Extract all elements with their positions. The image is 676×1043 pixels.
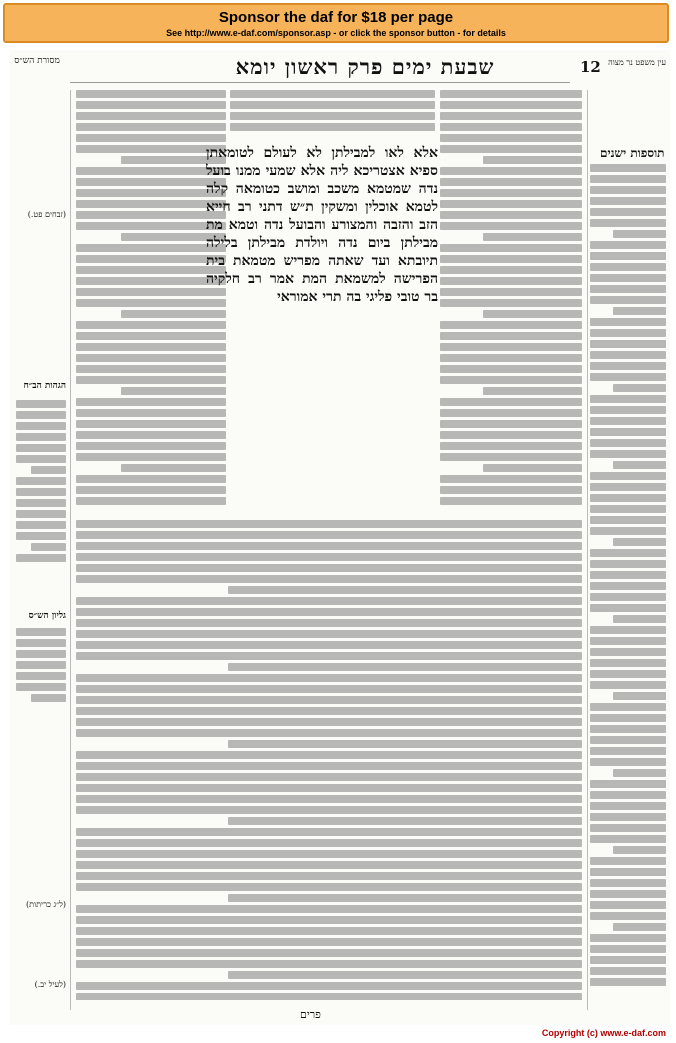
rashi-line [440, 112, 582, 120]
tosafot-yeshanim-line [590, 274, 666, 282]
tosafot-line [76, 486, 226, 494]
masoret-hashas-label: מסורת הש״ס [14, 56, 60, 66]
tosafot-yeshanim-line [590, 252, 666, 260]
tosafot-yeshanim-line [590, 351, 666, 359]
commentary-line [76, 751, 582, 759]
gilyon-column [16, 628, 66, 708]
commentary-line [76, 828, 582, 836]
tosafot-yeshanim-line [590, 956, 666, 964]
tosafot-yeshanim-line [590, 582, 666, 590]
tosafot-line [76, 277, 226, 285]
commentary-line [76, 861, 582, 869]
tosafot-yeshanim-line [590, 648, 666, 656]
rashi-line [440, 398, 582, 406]
hagahot-line [16, 510, 66, 518]
tosafot-yeshanim-line [613, 615, 666, 623]
masoret-note: (זבחים פט.) [27, 210, 66, 219]
tosafot-yeshanim-line [590, 505, 666, 513]
tosafot-line [76, 255, 226, 263]
rashi-line [440, 134, 582, 142]
tosafot-line [76, 431, 226, 439]
header-divider [70, 82, 570, 83]
hagahot-line [16, 444, 66, 452]
tosafot-yeshanim-line [590, 780, 666, 788]
commentary-line [76, 608, 582, 616]
gilyon-line [16, 672, 66, 680]
tosafot-yeshanim-line [590, 934, 666, 942]
rashi-line [483, 156, 582, 164]
tosafot-yeshanim-line [590, 164, 666, 172]
tosafot-yeshanim-line [590, 186, 666, 194]
tosafot-yeshanim-line [613, 692, 666, 700]
tosafot-line [76, 244, 226, 252]
tosafot-line [76, 178, 226, 186]
rashi-line [440, 497, 582, 505]
hagahot-line [16, 411, 66, 419]
tosafot-line [76, 123, 226, 131]
rashi-line [440, 178, 582, 186]
tosafot-yeshanim-line [613, 923, 666, 931]
tosafot-yeshanim-line [590, 208, 666, 216]
tosafot-yeshanim-column [590, 164, 666, 1014]
commentary-line [76, 630, 582, 638]
hagahot-line [31, 466, 66, 474]
tosafot-yeshanim-line [590, 197, 666, 205]
tosafot-yeshanim-line [590, 725, 666, 733]
rashi-line [440, 354, 582, 362]
tosafot-yeshanim-line [613, 769, 666, 777]
hagahot-line [16, 422, 66, 430]
tosafot-yeshanim-line [590, 571, 666, 579]
commentary-line [76, 784, 582, 792]
gemara-text: אלא לאו למבילתן לא לעולם לטומאתן ספיא אצטריכא ליה אלא שמעי ממנו בועל נדה שמטמא משכב ומושב כטומאה קלה לטמא אוכלין ומשקין ת״ש דתני רב חייא הזב והזבה והמצורע והבועל נדה וטמא מת מבילתן ביום נדה ויולדת מבילתן בלילה תיובתא ועד שאתה מפריש מטמאת בית הפרישה למשמאת המת אמר רב חלקיה בר טובי פליגי בה תרי אמוראי [206, 145, 438, 305]
tosafot-yeshanim-line [590, 659, 666, 667]
rashi-line [440, 343, 582, 351]
rashi-line [440, 189, 582, 197]
rashi-line [440, 244, 582, 252]
tosafot-line [76, 376, 226, 384]
gilyon-line [16, 661, 66, 669]
rashi-line [440, 332, 582, 340]
hagahot-line [16, 499, 66, 507]
tosafot-yeshanim-line [590, 450, 666, 458]
commentary-line [76, 729, 582, 737]
commentary-line [76, 938, 582, 946]
commentary-line [76, 718, 582, 726]
gilyon-line [16, 628, 66, 636]
tosafot-yeshanim-line [590, 175, 666, 183]
tosafot-yeshanim-line [590, 395, 666, 403]
commentary-line [76, 652, 582, 660]
commentary-line [76, 960, 582, 968]
hagahot-line [16, 521, 66, 529]
commentary-line [76, 993, 582, 1000]
commentary-line [228, 740, 582, 748]
tosafot-yeshanim-line [590, 560, 666, 568]
commentary-line [230, 101, 435, 109]
lower-commentary [76, 520, 582, 1000]
commentary-line [76, 773, 582, 781]
tosafot-line [76, 332, 226, 340]
commentary-line [76, 850, 582, 858]
rashi-line [440, 222, 582, 230]
tosafot-line [76, 409, 226, 417]
rashi-line [440, 431, 582, 439]
tosafot-line [76, 101, 226, 109]
tosafot-yeshanim-line [590, 318, 666, 326]
tosafot-line [76, 266, 226, 274]
commentary-line [76, 575, 582, 583]
tosafot-line [76, 299, 226, 307]
rashi-line [440, 255, 582, 263]
rashi-line [440, 299, 582, 307]
gilyon-hashas-label: גליון הש״ס [28, 611, 66, 621]
gilyon-line [16, 683, 66, 691]
tosafot-line [76, 288, 226, 296]
tosafot-line [76, 200, 226, 208]
tosafot-yeshanim-line [590, 747, 666, 755]
commentary-line [76, 553, 582, 561]
commentary-line [76, 531, 582, 539]
commentary-line [76, 619, 582, 627]
tosafot-yeshanim-line [590, 494, 666, 502]
gilyon-line [16, 639, 66, 647]
commentary-line [76, 872, 582, 880]
commentary-line [228, 971, 582, 979]
rashi-line [440, 321, 582, 329]
commentary-line [76, 597, 582, 605]
tosafot-yeshanim-line [590, 626, 666, 634]
tosafot-yeshanim-line [590, 714, 666, 722]
rashi-line [483, 233, 582, 241]
rashi-line [440, 486, 582, 494]
column-rule [587, 90, 588, 1010]
running-head: שבעת ימים פרק ראשון יומא [235, 54, 495, 79]
tosafot-yeshanim-line [590, 516, 666, 524]
rashi-line [440, 90, 582, 98]
commentary-line [76, 982, 582, 990]
commentary-line [76, 927, 582, 935]
tosafot-yeshanim-line [613, 538, 666, 546]
hagahot-line [16, 455, 66, 463]
tosafot-line [76, 321, 226, 329]
tosafot-yeshanim-line [590, 868, 666, 876]
tosafot-yeshanim-label: תוספות ישנים [600, 146, 665, 160]
talmud-page [10, 50, 670, 1025]
tosafot-yeshanim-line [590, 802, 666, 810]
sponsor-banner-subtitle[interactable]: See http://www.e-daf.com/sponsor.asp - or click the sponsor button - for details [166, 28, 506, 38]
hagahot-column [16, 400, 66, 570]
masoret-note: (ל״ג כריתות) [26, 900, 66, 909]
tosafot-yeshanim-line [590, 406, 666, 414]
commentary-line [76, 916, 582, 924]
tosafot-yeshanim-line [590, 329, 666, 337]
tosafot-yeshanim-line [590, 472, 666, 480]
tosafot-yeshanim-line [590, 824, 666, 832]
tosafot-yeshanim-line [590, 549, 666, 557]
rashi-column [440, 90, 582, 510]
tosafot-yeshanim-line [590, 439, 666, 447]
tosafot-yeshanim-line [590, 978, 666, 986]
page-number: 12 [580, 58, 601, 76]
rashi-line [483, 387, 582, 395]
tosafot-yeshanim-line [590, 219, 666, 227]
hagahot-line [16, 488, 66, 496]
tosafot-line [76, 343, 226, 351]
tosafot-yeshanim-line [590, 527, 666, 535]
tosafot-yeshanim-line [590, 901, 666, 909]
commentary-line [228, 817, 582, 825]
gilyon-line [31, 694, 66, 702]
tosafot-yeshanim-line [590, 417, 666, 425]
hagahot-line [16, 532, 66, 540]
tosafot-yeshanim-line [590, 967, 666, 975]
sponsor-banner-title: Sponsor the daf for $18 per page [218, 9, 454, 26]
tosafot-yeshanim-line [590, 593, 666, 601]
tosafot-yeshanim-line [590, 681, 666, 689]
tosafot-line [76, 211, 226, 219]
tosafot-line [76, 453, 226, 461]
rashi-line [440, 365, 582, 373]
tosafot-line [76, 167, 226, 175]
tosafot-yeshanim-line [590, 758, 666, 766]
commentary-line [230, 112, 435, 120]
tosafot-line [76, 442, 226, 450]
commentary-line [76, 641, 582, 649]
tosafot-yeshanim-line [590, 263, 666, 271]
commentary-line [76, 905, 582, 913]
tosafot-line [76, 398, 226, 406]
tosafot-yeshanim-line [590, 296, 666, 304]
commentary-line [76, 795, 582, 803]
commentary-line [76, 707, 582, 715]
tosafot-yeshanim-line [590, 604, 666, 612]
tosafot-line [76, 222, 226, 230]
rashi-line [440, 266, 582, 274]
ein-mishpat-label: עין משפט נר מצוה [608, 58, 666, 67]
tosafot-line [76, 112, 226, 120]
rashi-line [440, 101, 582, 109]
commentary-line [76, 806, 582, 814]
tosafot-yeshanim-line [613, 307, 666, 315]
tosafot-yeshanim-line [590, 285, 666, 293]
rashi-line [440, 145, 582, 153]
rashi-line [440, 409, 582, 417]
tosafot-yeshanim-line [613, 846, 666, 854]
tosafot-yeshanim-line [590, 813, 666, 821]
tosafot-column [76, 90, 226, 510]
tosafot-yeshanim-line [613, 461, 666, 469]
commentary-line [76, 542, 582, 550]
rashi-line [440, 277, 582, 285]
hagahot-line [16, 554, 66, 562]
tosafot-yeshanim-line [590, 362, 666, 370]
tosafot-yeshanim-line [590, 637, 666, 645]
tosafot-yeshanim-line [590, 857, 666, 865]
commentary-line [76, 685, 582, 693]
tosafot-yeshanim-line [590, 373, 666, 381]
tosafot-line [76, 145, 226, 153]
commentary-line [76, 564, 582, 572]
rashi-line [440, 442, 582, 450]
tosafot-yeshanim-line [590, 890, 666, 898]
rashi-line [440, 123, 582, 131]
commentary-line [230, 90, 435, 98]
commentary-line [76, 674, 582, 682]
hagahot-line [31, 543, 66, 551]
copyright-footer[interactable]: Copyright (c) www.e-daf.com [541, 1028, 666, 1038]
tosafot-yeshanim-line [590, 340, 666, 348]
tosafot-line [76, 475, 226, 483]
commentary-line [228, 663, 582, 671]
commentary-line [76, 520, 582, 528]
tosafot-line [76, 354, 226, 362]
tosafot-line [76, 365, 226, 373]
hagahot-line [16, 400, 66, 408]
commentary-line [228, 894, 582, 902]
commentary-line [76, 883, 582, 891]
peras-word: פרים [300, 1008, 321, 1021]
tosafot-yeshanim-line [590, 428, 666, 436]
tosafot-yeshanim-line [590, 241, 666, 249]
commentary-line [76, 696, 582, 704]
tosafot-yeshanim-line [590, 912, 666, 920]
sponsor-banner[interactable] [3, 3, 669, 43]
tosafot-yeshanim-line [590, 670, 666, 678]
tosafot-yeshanim-line [590, 483, 666, 491]
rashi-line [440, 475, 582, 483]
commentary-line [76, 839, 582, 847]
tosafot-yeshanim-line [590, 835, 666, 843]
hagahot-line [16, 477, 66, 485]
rashi-line [483, 464, 582, 472]
masoret-note: (לעיל יב.) [34, 980, 66, 989]
hagahot-habach-label: הגהות הב״ח [23, 381, 66, 391]
rashi-line [440, 376, 582, 384]
commentary-line [228, 586, 582, 594]
commentary-line [76, 949, 582, 957]
rashi-line [440, 420, 582, 428]
tosafot-line [76, 420, 226, 428]
commentary-line [76, 762, 582, 770]
tosafot-yeshanim-line [590, 703, 666, 711]
hagahot-line [16, 433, 66, 441]
tosafot-yeshanim-line [613, 384, 666, 392]
tosafot-yeshanim-line [590, 736, 666, 744]
tosafot-yeshanim-line [590, 945, 666, 953]
gilyon-line [16, 650, 66, 658]
tosafot-yeshanim-line [590, 879, 666, 887]
rashi-line [440, 167, 582, 175]
rashi-line [440, 288, 582, 296]
rashi-line [483, 310, 582, 318]
tosafot-line [76, 90, 226, 98]
tosafot-yeshanim-line [613, 230, 666, 238]
column-rule [70, 90, 71, 1010]
tosafot-line [76, 134, 226, 142]
rashi-line [440, 200, 582, 208]
tosafot-line [76, 189, 226, 197]
commentary-line [230, 123, 435, 131]
tosafot-line [76, 497, 226, 505]
rashi-line [440, 453, 582, 461]
rashi-line [440, 211, 582, 219]
tosafot-yeshanim-line [590, 791, 666, 799]
